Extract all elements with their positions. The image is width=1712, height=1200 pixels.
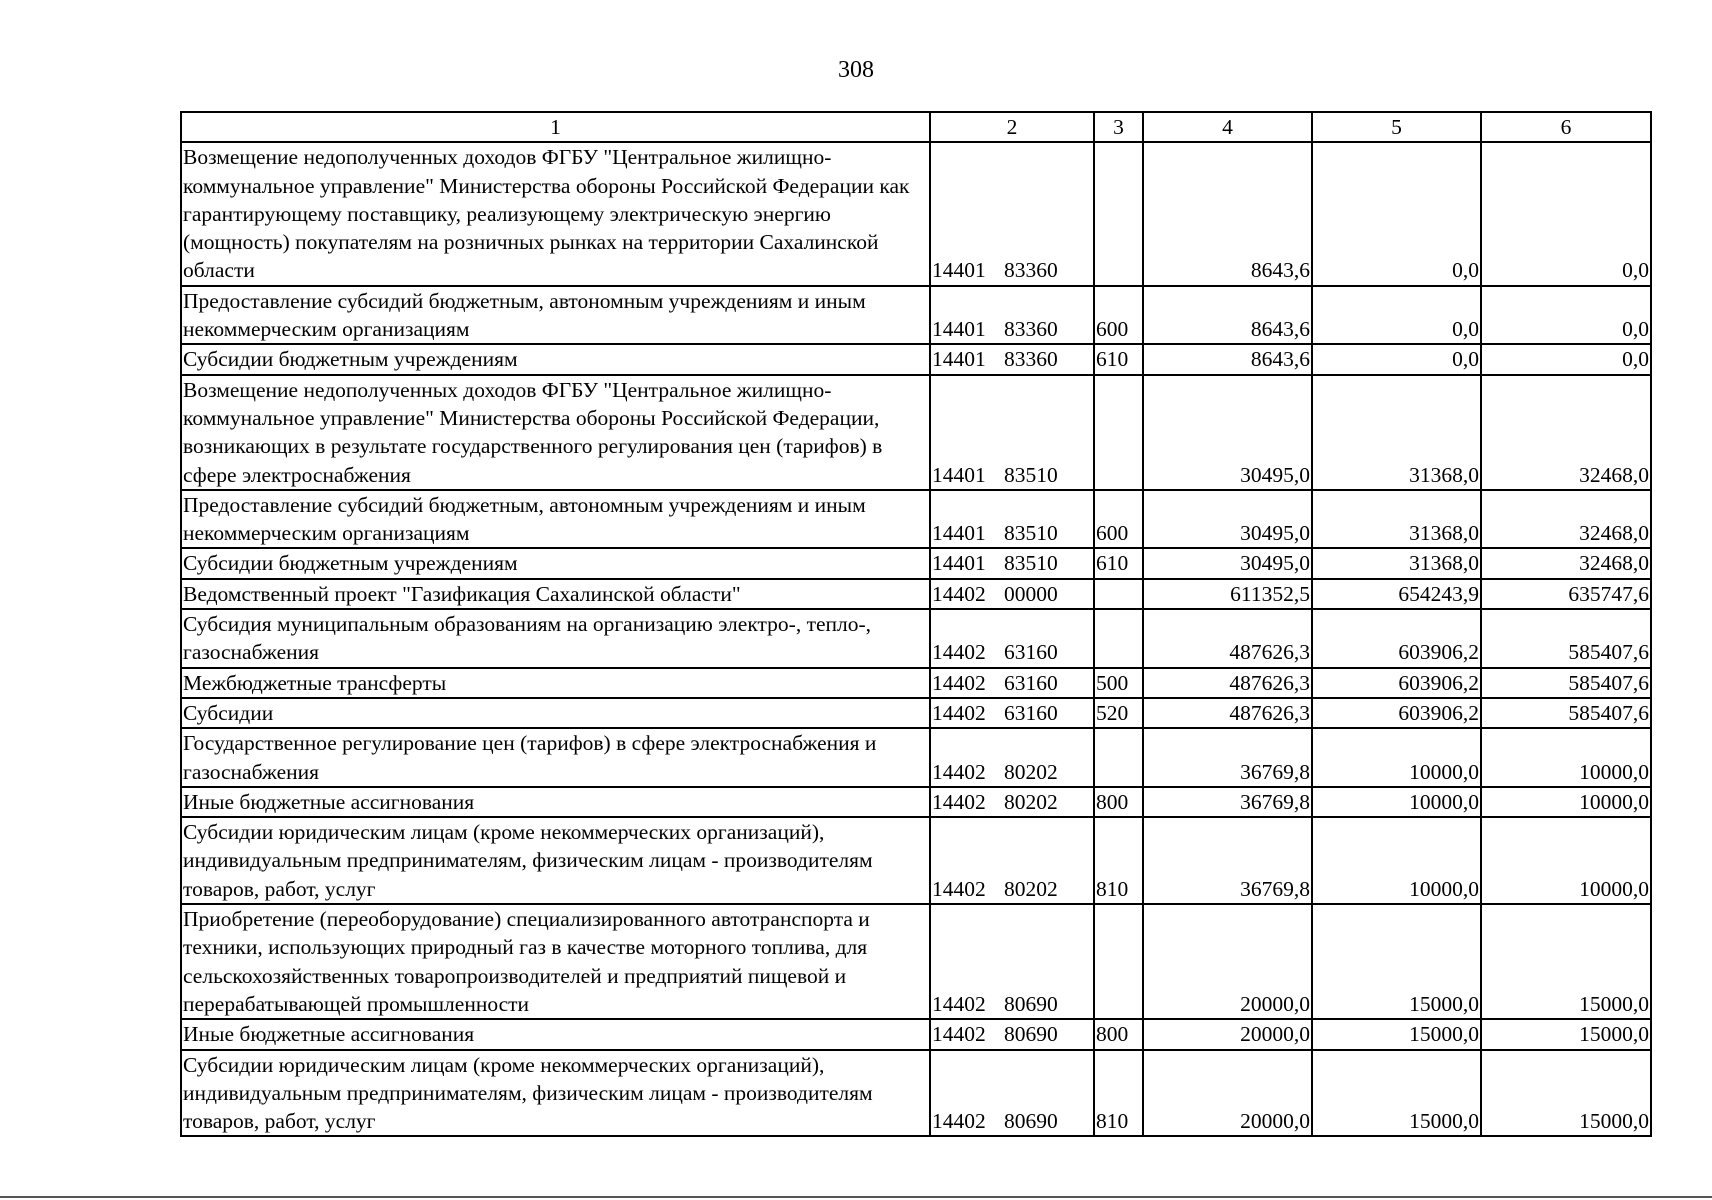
- row-code: [930, 668, 1094, 698]
- row-name: Приобретение (переоборудование) специализированного автотранспорта и техники, использующих природный газ в качестве моторного топлива, для сельскохозяйственных товаропроизводителей и предприятий пищевой и перерабатывающей промышленности: [181, 904, 930, 1019]
- row-code: [930, 548, 1094, 578]
- amount-col-6: 10000,0: [1481, 728, 1651, 787]
- table-row: [181, 375, 1651, 490]
- amount-col-5: 31368,0: [1312, 375, 1481, 490]
- table-body: [181, 142, 1651, 1136]
- table-row: [181, 787, 1651, 817]
- amount-col-6: 0,0: [1481, 142, 1651, 285]
- row-name: Возмещение недополученных доходов ФГБУ "Центральное жилищно-коммунальное управление" Министерства обороны Российской Федерации как гарантирующему поставщику, реализующему электрическую энергию (мощность) покупателям на розничных рынках на территории Сахалинской области: [181, 142, 930, 285]
- expense-type-code: [1094, 904, 1143, 1019]
- budget-table: [180, 111, 1652, 1137]
- table-row: [181, 548, 1651, 578]
- row-code: [930, 787, 1094, 817]
- direction-code: 80690: [1004, 991, 1058, 1016]
- amount-col-5: 15000,0: [1312, 1050, 1481, 1137]
- direction-code: 83360: [1004, 258, 1058, 283]
- table-row: [181, 142, 1651, 285]
- direction-code: 80202: [1004, 876, 1058, 901]
- amount-col-4: 611352,5: [1143, 579, 1312, 609]
- row-name: Субсидия муниципальным образованиям на организацию электро-, тепло-, газоснабжения: [181, 609, 930, 668]
- table-row: [181, 668, 1651, 698]
- amount-col-6: 10000,0: [1481, 787, 1651, 817]
- row-code: [930, 375, 1094, 490]
- table-row: [181, 286, 1651, 345]
- expense-type-code: [1094, 375, 1143, 490]
- row-code: [930, 728, 1094, 787]
- table-row: [181, 609, 1651, 668]
- amount-col-6: 0,0: [1481, 286, 1651, 345]
- direction-code: 63160: [1004, 670, 1058, 695]
- expense-type-code: 800: [1094, 1019, 1143, 1049]
- row-name: Иные бюджетные ассигнования: [181, 787, 930, 817]
- amount-col-4: 30495,0: [1143, 548, 1312, 578]
- amount-col-5: 10000,0: [1312, 817, 1481, 904]
- program-code: 14402: [932, 759, 986, 784]
- program-code: 14402: [932, 581, 986, 606]
- expense-type-code: 520: [1094, 698, 1143, 728]
- amount-col-4: 20000,0: [1143, 904, 1312, 1019]
- amount-col-5: 0,0: [1312, 142, 1481, 285]
- table-row: [181, 904, 1651, 1019]
- amount-col-5: 15000,0: [1312, 1019, 1481, 1049]
- row-code: [930, 286, 1094, 345]
- amount-col-5: 15000,0: [1312, 904, 1481, 1019]
- expense-type-code: [1094, 609, 1143, 668]
- amount-col-6: 15000,0: [1481, 1050, 1651, 1137]
- amount-col-4: 8643,6: [1143, 142, 1312, 285]
- direction-code: 80690: [1004, 1022, 1058, 1047]
- expense-type-code: [1094, 728, 1143, 787]
- expense-type-code: 600: [1094, 286, 1143, 345]
- program-code: 14402: [932, 991, 986, 1016]
- amount-col-4: 30495,0: [1143, 375, 1312, 490]
- column-header: 6: [1481, 112, 1651, 142]
- amount-col-6: 0,0: [1481, 344, 1651, 374]
- direction-code: 83360: [1004, 347, 1058, 372]
- expense-type-code: 810: [1094, 817, 1143, 904]
- row-code: [930, 1050, 1094, 1137]
- table-row: [181, 698, 1651, 728]
- page-number: 308: [838, 57, 874, 83]
- amount-col-6: 635747,6: [1481, 579, 1651, 609]
- program-code: 14402: [932, 1022, 986, 1047]
- amount-col-6: 15000,0: [1481, 904, 1651, 1019]
- row-code: [930, 579, 1094, 609]
- direction-code: 83510: [1004, 521, 1058, 546]
- row-code: [930, 1019, 1094, 1049]
- amount-col-6: 15000,0: [1481, 1019, 1651, 1049]
- row-code: [930, 344, 1094, 374]
- column-header: 3: [1094, 112, 1143, 142]
- program-code: 14401: [932, 521, 986, 546]
- row-code: [930, 904, 1094, 1019]
- amount-col-6: 585407,6: [1481, 668, 1651, 698]
- amount-col-5: 654243,9: [1312, 579, 1481, 609]
- row-name: Субсидии: [181, 698, 930, 728]
- program-code: 14401: [932, 551, 986, 576]
- expense-type-code: 500: [1094, 668, 1143, 698]
- scan-edge-line: [0, 1196, 1712, 1198]
- expense-type-code: 810: [1094, 1050, 1143, 1137]
- header-row: [181, 112, 1651, 142]
- expense-type-code: 610: [1094, 548, 1143, 578]
- amount-col-5: 603906,2: [1312, 609, 1481, 668]
- row-code: [930, 817, 1094, 904]
- row-name: Предоставление субсидий бюджетным, автономным учреждениям и иным некоммерческим организациям: [181, 286, 930, 345]
- program-code: 14401: [932, 347, 986, 372]
- row-name: Возмещение недополученных доходов ФГБУ "Центральное жилищно-коммунальное управление" Министерства обороны Российской Федерации, возникающих в результате государственного регулирования цен (тарифов) в сфере электроснабжения: [181, 375, 930, 490]
- expense-type-code: [1094, 579, 1143, 609]
- row-name: Межбюджетные трансферты: [181, 668, 930, 698]
- direction-code: 63160: [1004, 700, 1058, 725]
- amount-col-6: 32468,0: [1481, 375, 1651, 490]
- row-code: [930, 609, 1094, 668]
- table-row: [181, 579, 1651, 609]
- table-row: [181, 728, 1651, 787]
- table-row: [181, 817, 1651, 904]
- direction-code: 80202: [1004, 759, 1058, 784]
- amount-col-6: 32468,0: [1481, 490, 1651, 549]
- row-code: [930, 490, 1094, 549]
- program-code: 14401: [932, 317, 986, 342]
- program-code: 14401: [932, 462, 986, 487]
- amount-col-4: 487626,3: [1143, 609, 1312, 668]
- amount-col-5: 0,0: [1312, 344, 1481, 374]
- direction-code: 80202: [1004, 789, 1058, 814]
- amount-col-5: 31368,0: [1312, 548, 1481, 578]
- program-code: 14402: [932, 789, 986, 814]
- program-code: 14402: [932, 700, 986, 725]
- direction-code: 00000: [1004, 581, 1058, 606]
- table-row: [181, 344, 1651, 374]
- direction-code: 83510: [1004, 462, 1058, 487]
- amount-col-6: 32468,0: [1481, 548, 1651, 578]
- amount-col-6: 10000,0: [1481, 817, 1651, 904]
- amount-col-4: 8643,6: [1143, 344, 1312, 374]
- amount-col-4: 8643,6: [1143, 286, 1312, 345]
- table-row: [181, 1019, 1651, 1049]
- direction-code: 63160: [1004, 640, 1058, 665]
- row-name: Ведомственный проект "Газификация Сахалинской области": [181, 579, 930, 609]
- program-code: 14402: [932, 640, 986, 665]
- column-header: 1: [181, 112, 930, 142]
- table-row: [181, 1050, 1651, 1137]
- column-header: 2: [930, 112, 1094, 142]
- row-name: Предоставление субсидий бюджетным, автономным учреждениям и иным некоммерческим организациям: [181, 490, 930, 549]
- amount-col-4: 20000,0: [1143, 1050, 1312, 1137]
- amount-col-5: 603906,2: [1312, 698, 1481, 728]
- direction-code: 80690: [1004, 1109, 1058, 1134]
- row-name: Субсидии юридическим лицам (кроме некоммерческих организаций), индивидуальным предпринимателям, физическим лицам - производителям товаров, работ, услуг: [181, 1050, 930, 1137]
- row-name: Субсидии юридическим лицам (кроме некоммерческих организаций), индивидуальным предпринимателям, физическим лицам - производителям товаров, работ, услуг: [181, 817, 930, 904]
- expense-type-code: [1094, 142, 1143, 285]
- amount-col-4: 36769,8: [1143, 728, 1312, 787]
- row-code: [930, 698, 1094, 728]
- column-header: 5: [1312, 112, 1481, 142]
- amount-col-4: 487626,3: [1143, 668, 1312, 698]
- amount-col-5: 10000,0: [1312, 787, 1481, 817]
- program-code: 14402: [932, 1109, 986, 1134]
- column-header: 4: [1143, 112, 1312, 142]
- program-code: 14401: [932, 258, 986, 283]
- program-code: 14402: [932, 670, 986, 695]
- expense-type-code: 610: [1094, 344, 1143, 374]
- amount-col-5: 10000,0: [1312, 728, 1481, 787]
- row-code: [930, 142, 1094, 285]
- amount-col-4: 36769,8: [1143, 787, 1312, 817]
- expense-type-code: 600: [1094, 490, 1143, 549]
- row-name: Иные бюджетные ассигнования: [181, 1019, 930, 1049]
- expense-type-code: 800: [1094, 787, 1143, 817]
- amount-col-5: 31368,0: [1312, 490, 1481, 549]
- amount-col-6: 585407,6: [1481, 609, 1651, 668]
- amount-col-4: 36769,8: [1143, 817, 1312, 904]
- row-name: Государственное регулирование цен (тарифов) в сфере электроснабжения и газоснабжения: [181, 728, 930, 787]
- amount-col-6: 585407,6: [1481, 698, 1651, 728]
- amount-col-5: 0,0: [1312, 286, 1481, 345]
- program-code: 14402: [932, 876, 986, 901]
- row-name: Субсидии бюджетным учреждениям: [181, 344, 930, 374]
- amount-col-4: 487626,3: [1143, 698, 1312, 728]
- amount-col-4: 20000,0: [1143, 1019, 1312, 1049]
- table-row: [181, 490, 1651, 549]
- amount-col-4: 30495,0: [1143, 490, 1312, 549]
- amount-col-5: 603906,2: [1312, 668, 1481, 698]
- row-name: Субсидии бюджетным учреждениям: [181, 548, 930, 578]
- direction-code: 83510: [1004, 551, 1058, 576]
- direction-code: 83360: [1004, 317, 1058, 342]
